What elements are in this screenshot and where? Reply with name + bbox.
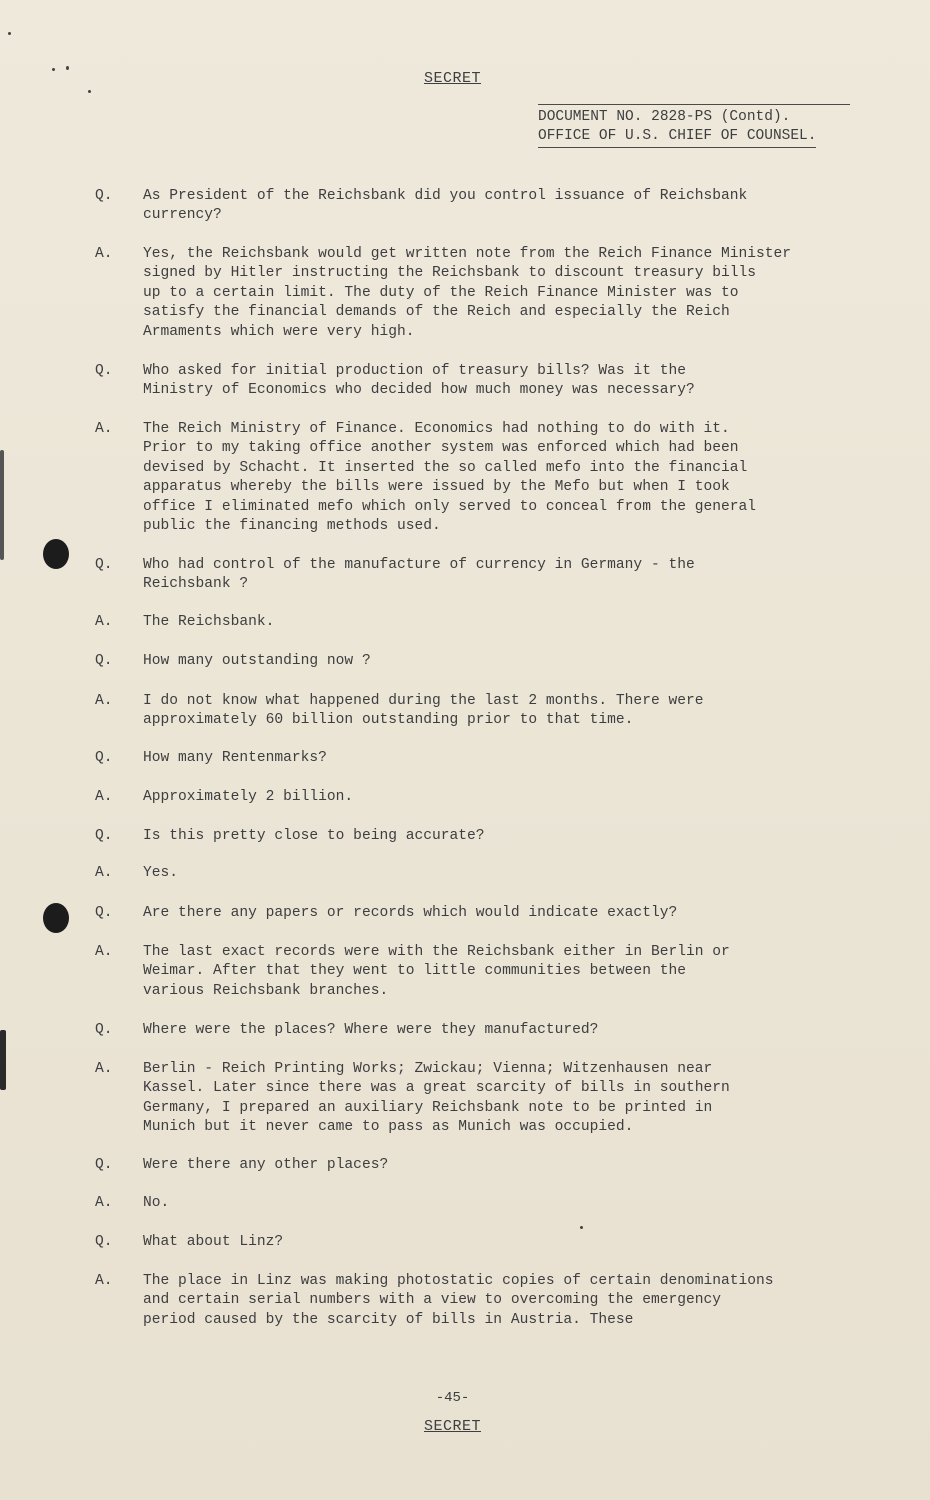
bottom-classification-mark: SECRET [423,1418,481,1435]
entry-label: A. [95,421,113,437]
entry-label: A. [95,1195,113,1211]
entry-text: Yes, the Reichsbank would get written note from the Reich Finance Minister signed by Hitler instructing the Reichsbank to discount treasury bills up to a certain limit. The duty of the Reich Finance Minister was to satisfy the financial demands of the Reich and especially the Reich Armaments which were very high. [143,246,792,340]
entry-label: A. [95,693,113,709]
entry-text: Who asked for initial production of treasury bills? Was it the Ministry of Economics who decided how much money was necessary? [143,363,695,399]
entry-label: A. [95,1061,113,1077]
entry-text: I do not know what happened during the last 2 months. There were approximately 60 billion outstanding prior to that time. [143,693,704,729]
top-classification-mark: SECRET [423,70,481,87]
paper-speck [580,1226,583,1229]
edge-shadow [0,1030,6,1090]
office-of-counsel: OFFICE OF U.S. CHIEF OF COUNSEL. [538,127,816,148]
entry-label: A. [95,614,113,630]
entry-label: Q. [95,1234,113,1250]
paper-speck [52,68,55,71]
punch-hole [43,903,69,933]
entry-text: No. [143,1195,170,1211]
entry-label: A. [95,944,113,960]
entry-text: Are there any papers or records which would indicate exactly? [143,905,678,921]
edge-shadow [0,450,4,560]
entry-text: Is this pretty close to being accurate? [143,828,485,844]
entry-label: Q. [95,188,113,204]
entry-text: As President of the Reichsbank did you control issuance of Reichsbank currency? [143,188,748,224]
entry-label: A. [95,789,113,805]
page-number: -45- [435,1390,470,1406]
entry-label: Q. [95,653,113,669]
entry-text: Who had control of the manufacture of currency in Germany - the Reichsbank ? [143,557,695,593]
entry-text: How many Rentenmarks? [143,750,327,766]
entry-text: Berlin - Reich Printing Works; Zwickau; Vienna; Witzenhausen near Kassel. Later since there was a great scarcity of bills in southern Germany, I prepared an auxiliary Reichsbank note to be printed in Munich but it never came to pass as Munich was occupied. [143,1061,730,1136]
entry-label: Q. [95,750,113,766]
entry-label: A. [95,865,113,881]
document-reference [538,104,850,148]
paper-speck [66,66,69,70]
paper-speck [88,90,91,93]
entry-text: The Reich Ministry of Finance. Economics had nothing to do with it. Prior to my taking office another system was enforced which had been devised by Schacht. It inserted the so called mefo into the financial apparatus whereby the bills were issued by the Mefo but when I took office I eliminated mefo which only served to conceal from the general public the financing methods used. [143,421,757,535]
entry-label: Q. [95,828,113,844]
entry-label: Q. [95,1157,113,1173]
entry-label: A. [95,1273,113,1289]
entry-label: A. [95,246,113,262]
entry-text: How many outstanding now ? [143,653,371,669]
entry-text: Approximately 2 billion. [143,789,354,805]
document-number: DOCUMENT NO. 2828-PS (Contd). [538,109,791,125]
paper-speck [8,32,11,35]
entry-text: Yes. [143,865,179,881]
entry-text: The last exact records were with the Reichsbank either in Berlin or Weimar. After that they went to little communities between the various Reichsbank branches. [143,944,730,999]
entry-text: The place in Linz was making photostatic copies of certain denominations and certain serial numbers with a view to overcoming the emergency period caused by the scarcity of bills in Austria. These [143,1273,774,1328]
entry-text: Were there any other places? [143,1157,389,1173]
entry-text: Where were the places? Where were they manufactured? [143,1022,599,1038]
punch-hole [43,539,69,569]
entry-text: The Reichsbank. [143,614,275,630]
entry-text: What about Linz? [143,1234,284,1250]
entry-label: Q. [95,557,113,573]
entry-label: Q. [95,1022,113,1038]
entry-label: Q. [95,905,113,921]
entry-label: Q. [95,363,113,379]
